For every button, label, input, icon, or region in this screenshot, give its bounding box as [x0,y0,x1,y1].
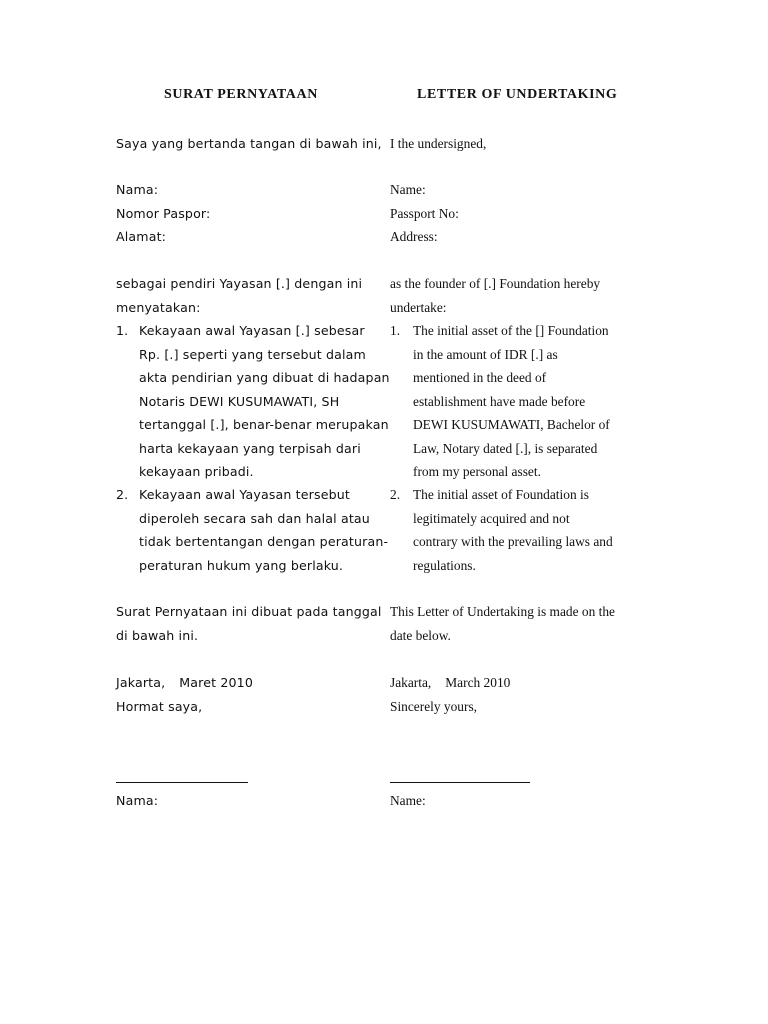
list-item-line: Law, Notary dated [.], is separated [413,440,598,456]
list-number: 2. [116,487,129,502]
place-date-id [116,671,253,695]
name-field-label-en: Name: [390,182,426,197]
signature-name-label-en: Name: [390,793,426,808]
document-title-id: SURAT PERNYATAAN [164,87,318,102]
list-item-line: from my personal asset. [413,464,541,479]
intro-text-en: I the undersigned, [390,136,487,151]
list-item-text [413,483,613,577]
address-field-label-id: Alamat: [116,229,167,244]
list-item-line: diperoleh secara sah dan halal atau [139,510,370,526]
passport-field-label-en: Passport No: [390,206,459,221]
regards-text-id: Hormat saya, [116,699,203,714]
statement-line: undertake: [390,299,447,315]
list-item-line: kekayaan pribadi. [139,464,254,479]
list-item-line: Notaris DEWI KUSUMAWATI, SH [139,393,340,409]
intro-text-id: Saya yang bertanda tangan di bawah ini, [116,136,382,151]
statement-line: as the founder of [.] Foundation hereby [390,276,601,291]
list-item-line: The initial asset of the [] Foundation [413,323,609,338]
regards-text-en: Sincerely yours, [390,699,478,714]
list-item-line: tidak bertentangan dengan peraturan- [139,534,389,549]
address-field-label-en: Address: [390,229,438,244]
list-item-line: harta kekayaan yang terpisah dari [139,440,361,456]
closing-line: Surat Pernyataan ini dibuat pada tanggal [116,604,382,619]
place-date-en [390,671,510,695]
list-number: 2. [390,487,401,502]
date-text: Maret 2010 [179,675,253,690]
closing-line: This Letter of Undertaking is made on the [390,604,615,619]
list-item-line: akta pendirian yang dibuat di hadapan [139,370,390,385]
list-item-line: DEWI KUSUMAWATI, Bachelor of [413,417,610,432]
place-text: Jakarta, [390,675,432,690]
list-item-line: legitimately acquired and not [413,510,570,526]
list-item-line: establishment have made before [413,393,586,409]
passport-field-label-id: Nomor Paspor: [116,206,211,221]
list-item-line: regulations. [413,557,476,573]
signature-name-label-id: Nama: [116,793,159,808]
date-text: March 2010 [445,675,511,690]
list-item-text [139,483,388,577]
signature-line-id [116,782,248,783]
list-item-line: mentioned in the deed of [413,370,547,385]
closing-line: di bawah ini. [116,627,199,643]
statement-line: menyatakan: [116,299,201,315]
list-item-line: The initial asset of Foundation is [413,487,589,502]
list-item-line: peraturan hukum yang berlaku. [139,557,344,573]
statement-text-en [390,272,600,319]
closing-line: date below. [390,627,451,643]
list-number: 1. [116,323,129,338]
list-item-line: Kekayaan awal Yayasan tersebut [139,487,350,502]
list-item-text [139,319,390,484]
statement-line: sebagai pendiri Yayasan [.] dengan ini [116,276,363,291]
list-item-line: Rp. [.] seperti yang tersebut dalam [139,346,366,362]
list-number: 1. [390,323,401,338]
list-item-line: Kekayaan awal Yayasan [.] sebesar [139,323,365,338]
signature-line-en [390,782,530,783]
list-item-line: in the amount of IDR [.] as [413,346,558,362]
statement-text-id [116,272,362,319]
list-item-text [413,319,610,484]
closing-text-en [390,600,615,647]
list-item-line: tertanggal [.], benar-benar merupakan [139,417,389,432]
closing-text-id [116,600,382,647]
place-text: Jakarta, [116,675,166,690]
name-field-label-id: Nama: [116,182,159,197]
list-item-line: contrary with the prevailing laws and [413,534,613,549]
document-title-en: LETTER OF UNDERTAKING [417,87,618,102]
